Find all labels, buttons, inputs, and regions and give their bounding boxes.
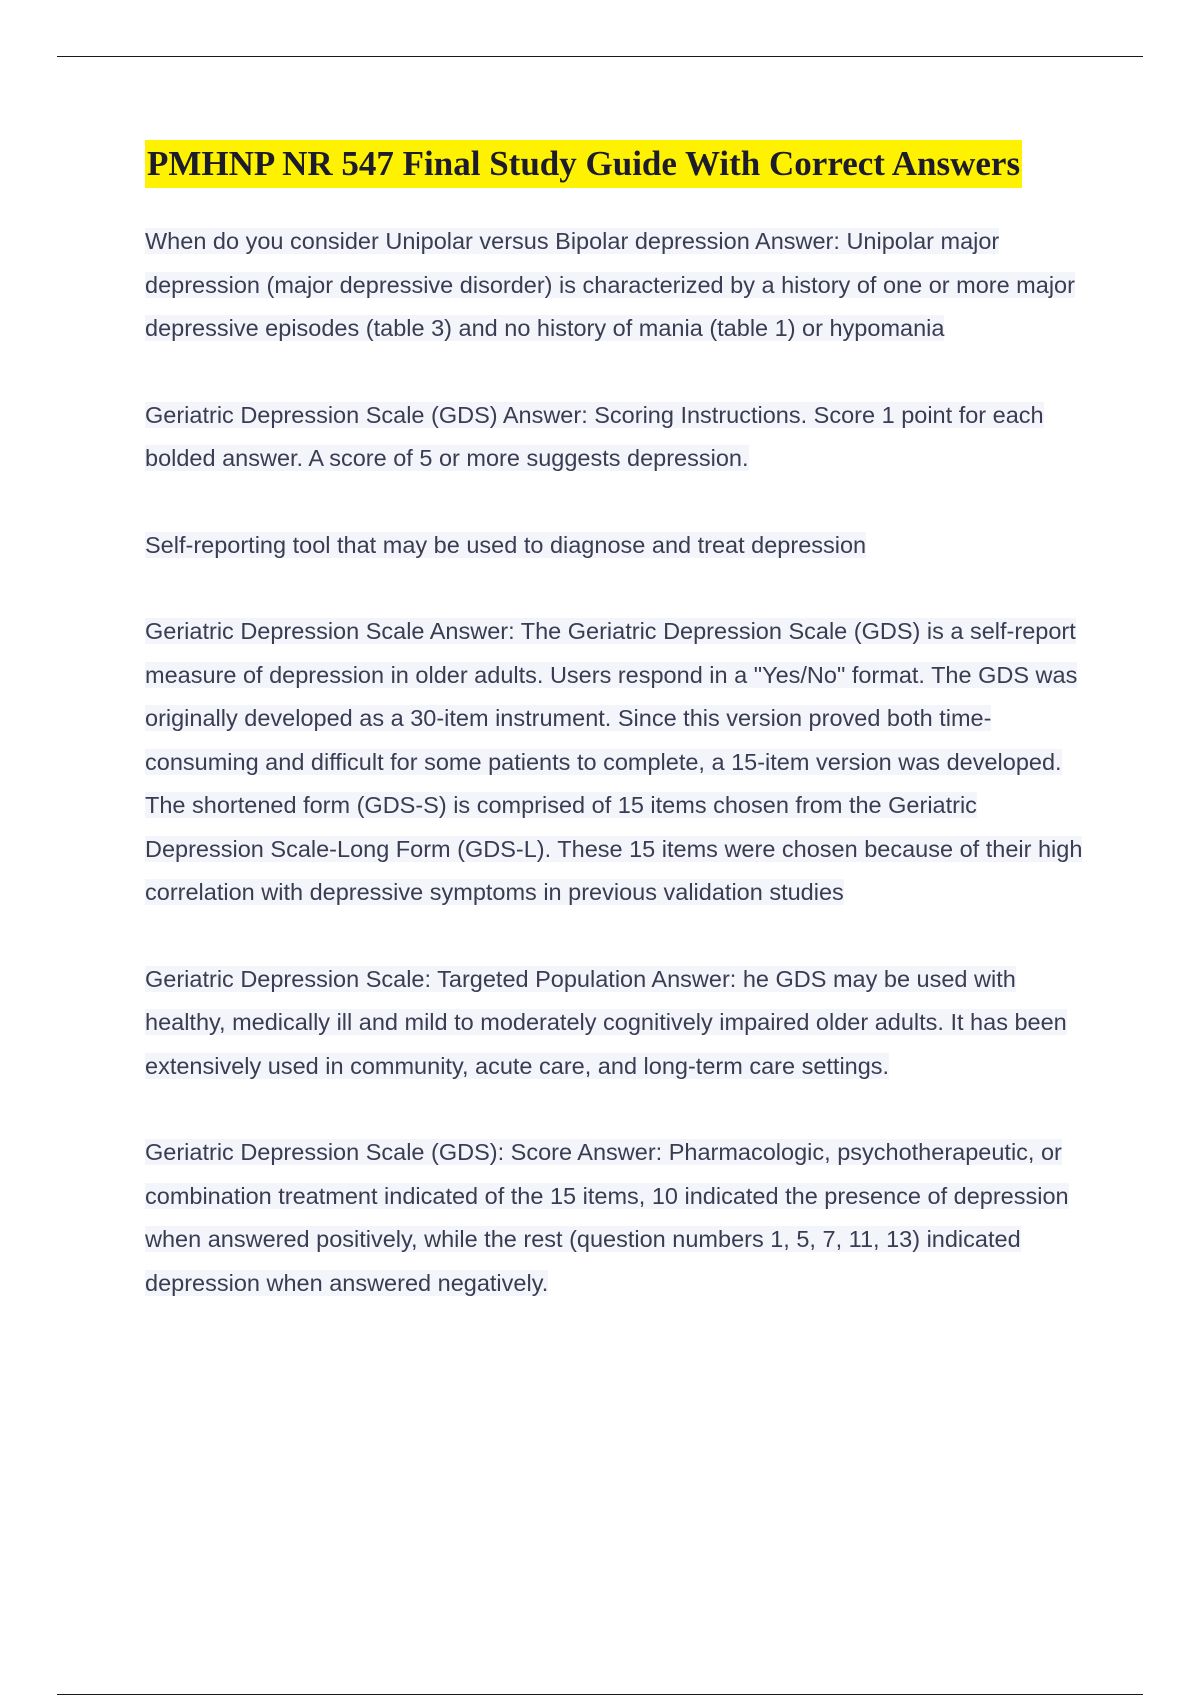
qa-text: When do you consider Unipolar versus Bipolar depression Answer: Unipolar major depression (major depressive disorder) is characterized by a history of one or more major depressive episodes (table 3) and no history of mania (table 1) or hypomania bbox=[145, 228, 1075, 341]
qa-paragraph bbox=[145, 1131, 1095, 1305]
qa-paragraph bbox=[145, 958, 1095, 1089]
qa-paragraph bbox=[145, 610, 1095, 915]
qa-paragraph bbox=[145, 220, 1095, 351]
qa-text: Geriatric Depression Scale Answer: The Geriatric Depression Scale (GDS) is a self-report measure of depression in older adults. Users respond in a "Yes/No" format. The GDS was originally developed as a 30-item instrument. Since this version proved both time-consuming and difficult for some patients to complete, a 15-item version was developed. The shortened form (GDS-S) is comprised of 15 items chosen from the Geriatric Depression Scale-Long Form (GDS-L). These 15 items were chosen because of their high correlation with depressive symptoms in previous validation studies bbox=[145, 618, 1083, 905]
qa-paragraph bbox=[145, 394, 1095, 481]
qa-text: Geriatric Depression Scale (GDS): Score Answer: Pharmacologic, psychotherapeutic, or combination treatment indicated of the 15 items, 10 indicated the presence of depression when answered positively, while the rest (question numbers 1, 5, 7, 11, 13) indicated depression when answered negatively. bbox=[145, 1139, 1069, 1296]
qa-text: Geriatric Depression Scale (GDS) Answer: Scoring Instructions. Score 1 point for each bolded answer. A score of 5 or more suggests depression. bbox=[145, 401, 1044, 471]
qa-paragraph bbox=[145, 524, 1095, 568]
document-content bbox=[145, 140, 1095, 1348]
qa-text: Geriatric Depression Scale: Targeted Population Answer: he GDS may be used with healthy, medically ill and mild to moderately cognitively impaired older adults. It has been extensively used in community, acute care, and long-term care settings. bbox=[145, 965, 1067, 1079]
footer-rule bbox=[57, 1694, 1143, 1695]
document-title: PMHNP NR 547 Final Study Guide With Correct Answers bbox=[145, 140, 1022, 188]
header-rule bbox=[57, 56, 1143, 57]
qa-text: Self-reporting tool that may be used to diagnose and treat depression bbox=[145, 531, 867, 558]
qa-list bbox=[145, 220, 1095, 1305]
